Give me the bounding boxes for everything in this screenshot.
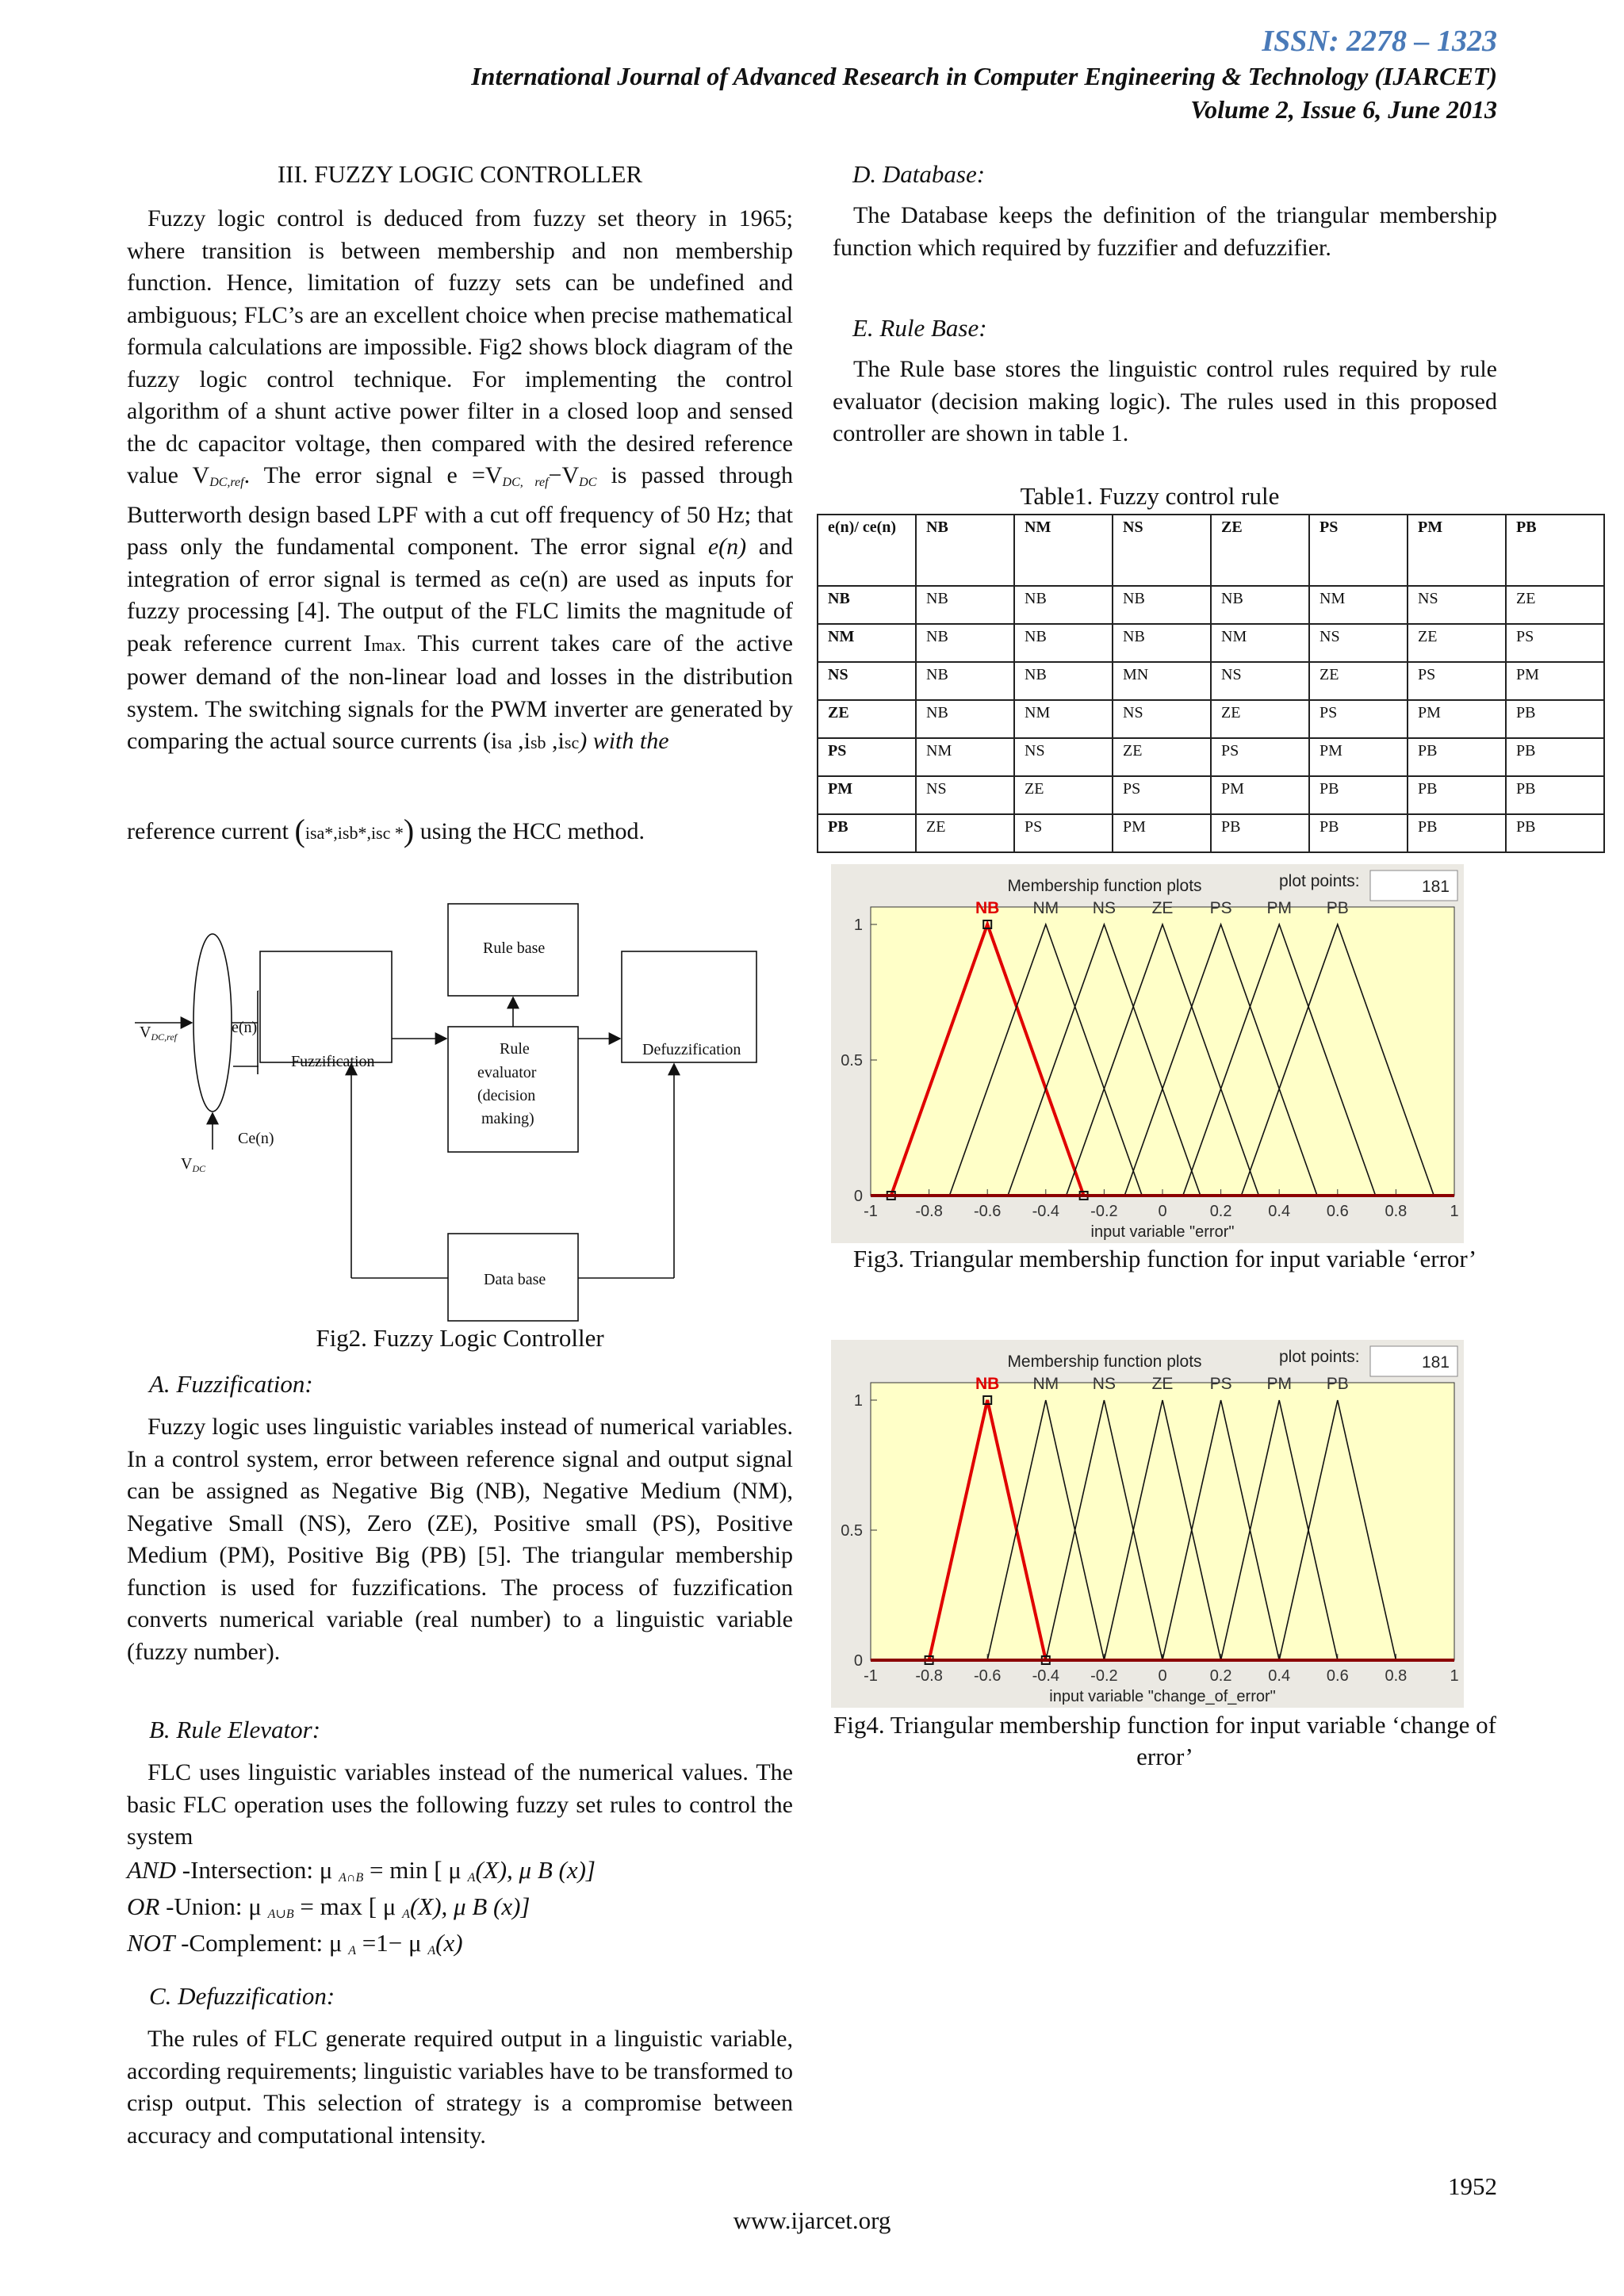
x-tick-label: 1 (1450, 1667, 1459, 1685)
plot-points-value: 181 (1421, 878, 1450, 896)
fuzzification-heading: A. Fuzzification: (149, 1370, 313, 1398)
table-corner-cell: e(n)/ ce(n) (818, 515, 916, 586)
series-ze-label: ZE (1151, 899, 1174, 917)
x-tick-label: -0.6 (973, 1203, 1002, 1220)
row-header: PM (818, 776, 916, 814)
rule-base-text: The Rule base stores the linguistic control rules required by rule evaluator (decision making logic). The rules used in this proposed controller are shown in table 1. (833, 356, 1497, 446)
row-header: PB (818, 814, 916, 852)
row-header: NB (818, 586, 916, 624)
page-number: 1952 (1448, 2172, 1497, 2200)
series-ns-label: NS (1092, 899, 1116, 917)
table-cell: NB (916, 586, 1014, 624)
vdc-label: V (181, 1155, 193, 1173)
row-header: NM (818, 624, 916, 662)
x-tick-label: -1 (864, 1667, 878, 1685)
col-header: ZE (1211, 515, 1309, 586)
table-cell: NB (1211, 586, 1309, 624)
series-pb-label: PB (1326, 899, 1349, 917)
table-cell: NS (1113, 700, 1211, 738)
series-ps-label: PS (1209, 1375, 1232, 1393)
rule-elevator-text: FLC uses linguistic variables instead of the numerical values. The basic FLC operation uses the following fuzzy set rules to control the system (127, 1759, 793, 1850)
svg-text:VDC,ref: $V_{DC,ref}$ (140, 1024, 178, 1043)
y-tick-label: 1 (853, 1392, 863, 1410)
row-header: PS (818, 738, 916, 776)
rule-eval-label-4: making) (481, 1110, 534, 1127)
table-cell: PS (1113, 776, 1211, 814)
fig3-membership-chart (831, 864, 1464, 1243)
x-tick-label: 0.8 (1385, 1203, 1408, 1220)
table-cell: NB (916, 624, 1014, 662)
x-axis-label: input variable "error" (1090, 1223, 1235, 1241)
x-tick-label: -0.4 (1032, 1203, 1060, 1220)
x-tick-label: -0.8 (915, 1203, 943, 1220)
fuzzification-box (260, 951, 392, 1062)
cen-label: Ce(n) (238, 1130, 274, 1147)
table-cell: NS (916, 776, 1014, 814)
table-cell: NS (1309, 624, 1408, 662)
col-header: PS (1309, 515, 1408, 586)
table-row (818, 662, 1604, 700)
table-cell: PB (1506, 814, 1604, 852)
defuzzification-label: Defuzzification (642, 1041, 741, 1058)
table-cell: ZE (1113, 738, 1211, 776)
x-tick-label: 0.2 (1209, 1203, 1232, 1220)
defuzzification-heading: C. Defuzzification: (149, 1982, 335, 2010)
series-pm-label: PM (1266, 899, 1292, 917)
intro-last-line: reference current (isa*,isb*,isc *) using the HCC method. (127, 813, 645, 848)
row-header: ZE (818, 700, 916, 738)
plot-area (871, 907, 1454, 1196)
series-nm-label: NM (1032, 1375, 1059, 1393)
col-header: NS (1113, 515, 1211, 586)
table-row (818, 814, 1604, 852)
database-text: The Database keeps the definition of the triangular membership function which required by fuzzifier and defuzzifier. (833, 202, 1497, 261)
x-tick-label: -0.2 (1090, 1203, 1118, 1220)
table-cell: NB (1014, 586, 1113, 624)
table-cell: PB (1408, 776, 1506, 814)
col-header: NM (1014, 515, 1113, 586)
table-cell: PB (1211, 814, 1309, 852)
x-axis-label: input variable "change_of_error" (1049, 1688, 1276, 1705)
y-tick-label: 0.5 (841, 1522, 863, 1540)
table-cell: PB (1506, 700, 1604, 738)
table-row (818, 586, 1604, 624)
series-ps-label: PS (1209, 899, 1232, 917)
x-tick-label: 0.4 (1268, 1203, 1291, 1220)
series-ze-label: ZE (1151, 1375, 1174, 1393)
svg-text:VDC: $V_{DC}$ (181, 1155, 206, 1174)
y-tick-label: 0 (853, 1652, 863, 1670)
table-cell: NB (1113, 586, 1211, 624)
website: www.ijarcet.org (733, 2206, 891, 2234)
x-tick-label: -0.4 (1032, 1667, 1060, 1685)
table-cell: NB (916, 700, 1014, 738)
table-cell: NS (1408, 586, 1506, 624)
series-nb-label: NB (975, 899, 1000, 917)
or-formula: OR -Union: μ $_{A\cup B}$ = max [ μ $_A$(X), μ B (x)] (127, 1892, 530, 1921)
table-row (818, 700, 1604, 738)
table-cell: PS (1309, 700, 1408, 738)
volume-info: Volume 2, Issue 6, June 2013 (1190, 95, 1497, 124)
database-heading: D. Database: (852, 160, 986, 188)
table-header-row (818, 515, 1604, 586)
table-cell: PM (1506, 662, 1604, 700)
journal-title: International Journal of Advanced Research in Computer Engineering & Technology (IJARCET) (471, 62, 1497, 90)
not-formula: NOT -Complement: μ $_A$ =1− μ $_A$(x) (127, 1929, 463, 1957)
fig4-caption: Fig4. Triangular membership function for input variable ‘change of error’ (833, 1711, 1496, 1770)
rule-eval-label-3: (decision (477, 1087, 536, 1104)
series-pb-label: PB (1326, 1375, 1349, 1393)
table-cell: PS (1211, 738, 1309, 776)
table-cell: ZE (1506, 586, 1604, 624)
and-formula: AND -Intersection: μ $_{A\cap B}$ = min [ μ $_A$(X), μ B (x)] (127, 1856, 596, 1885)
vdcref-label: V (140, 1024, 151, 1041)
table-cell: PM (1113, 814, 1211, 852)
y-tick-label: 0 (853, 1188, 863, 1205)
table-cell: NM (1014, 700, 1113, 738)
table-cell: PM (1408, 700, 1506, 738)
table-row (818, 624, 1604, 662)
table-cell: PB (1309, 814, 1408, 852)
chart-title: Membership function plots (1007, 877, 1202, 895)
table-cell: ZE (1211, 700, 1309, 738)
y-tick-label: 0.5 (841, 1052, 863, 1070)
table-row (818, 776, 1604, 814)
series-ns-label: NS (1092, 1375, 1116, 1393)
fig4-membership-chart (831, 1340, 1464, 1708)
table-cell: NB (1113, 624, 1211, 662)
x-tick-label: 0.6 (1326, 1667, 1349, 1685)
plot-area (871, 1383, 1454, 1660)
table1-caption: Table1. Fuzzy control rule (1020, 482, 1280, 510)
summing-junction (193, 934, 232, 1112)
table-row (818, 738, 1604, 776)
table-cell: PB (1506, 776, 1604, 814)
plot-points-label: plot points: (1279, 872, 1360, 890)
x-tick-label: -0.2 (1090, 1667, 1118, 1685)
section-title: III. FUZZY LOGIC CONTROLLER (277, 160, 643, 188)
en-label: e(n) (232, 1019, 258, 1036)
table-cell: PM (1309, 738, 1408, 776)
x-tick-label: 0.4 (1268, 1667, 1291, 1685)
col-header: NB (916, 515, 1014, 586)
issn: ISSN: 2278 – 1323 (1262, 25, 1497, 58)
intro-paragraph: Fuzzy logic control is deduced from fuzzy set theory in 1965; where transition is between membership and non membership function. Hence, limitation of fuzzy sets can be undefined and ambiguous; FLC’s are an excellent choice when precise mathematical formula calculations are impossible. Fig2 shows block diagram of the fuzzy logic control technique. For implementing the control algorithm of a shunt active power filter in a closed loop and sensed the dc capacitor voltage, then compared with the desired reference value $V_{DC,ref}$. The error signal $e =V_{DC, ref}-V_{DC}$ is passed through Butterworth design based LPF with a cut off frequency of 50 Hz; that pass only the fundamental component. The error signal e(n) and integration of error signal is termed as ce(n) are used as inputs for fuzzy processing [4]. The output of the FLC limits the magnitude of peak reference current Imax. This current takes care of the active power demand of the non-linear load and losses in the distribution system. The switching signals for the PWM inverter are generated by comparing the actual source currents (isa ,isb ,isc) with the (127, 205, 793, 754)
x-tick-label: 0.2 (1209, 1667, 1232, 1685)
fuzzy-rule-table (817, 514, 1605, 853)
plot-points-label: plot points: (1279, 1348, 1360, 1366)
x-tick-label: 0.8 (1385, 1667, 1408, 1685)
table-cell: ZE (916, 814, 1014, 852)
table-cell: NM (916, 738, 1014, 776)
x-tick-label: -0.8 (915, 1667, 943, 1685)
chart-title: Membership function plots (1007, 1353, 1202, 1371)
row-header: NS (818, 662, 916, 700)
fig2-caption: Fig2. Fuzzy Logic Controller (316, 1324, 604, 1352)
fig3-caption: Fig3. Triangular membership function for input variable ‘error’ (852, 1245, 1477, 1272)
y-tick-label: 1 (853, 916, 863, 934)
fig2-block-diagram (127, 888, 793, 1324)
x-tick-label: 0 (1158, 1203, 1167, 1220)
series-pm-label: PM (1266, 1375, 1292, 1393)
fuzzification-text: Fuzzy logic uses linguistic variables instead of numerical variables. In a control system, error between reference signal and output signal can be assigned as Negative Big (NB), Negative Medium (NM), Negative Small (NS), Zero (ZE), Positive small (PS), Positive Medium (PM), Positive Big (PB) [5]. The triangular membership function is used for fuzzifications. The process of fuzzification converts numerical variable (real number) to a linguistic variable (fuzzy number). (127, 1414, 793, 1665)
plot-points-value: 181 (1421, 1353, 1450, 1372)
x-tick-label: 1 (1450, 1203, 1459, 1220)
x-tick-label: 0 (1158, 1667, 1167, 1685)
x-tick-label: -0.6 (973, 1667, 1002, 1685)
table-cell: PS (1506, 624, 1604, 662)
data-base-label: Data base (484, 1271, 546, 1288)
table-cell: NB (1014, 662, 1113, 700)
rule-base-heading: E. Rule Base: (852, 314, 987, 342)
table-cell: PM (1211, 776, 1309, 814)
rule-base-label: Rule base (483, 939, 546, 957)
col-header: PB (1506, 515, 1604, 586)
x-tick-label: 0.6 (1326, 1203, 1349, 1220)
rule-eval-label-1: Rule (500, 1040, 530, 1058)
table-cell: NB (916, 662, 1014, 700)
rule-eval-label-2: evaluator (477, 1064, 537, 1081)
table-cell: PS (1408, 662, 1506, 700)
table-cell: PB (1309, 776, 1408, 814)
table-cell: PB (1506, 738, 1604, 776)
table-cell: PB (1408, 738, 1506, 776)
defuzzification-text: The rules of FLC generate required output in a linguistic variable, according requirements; linguistic variables have to be transformed to crisp output. This selection of strategy is a compromise between accuracy and computational intensity. (127, 2026, 793, 2149)
series-nb-label: NB (975, 1375, 1000, 1393)
x-tick-label: -1 (864, 1203, 878, 1220)
table-cell: NS (1014, 738, 1113, 776)
table-cell: ZE (1014, 776, 1113, 814)
table-cell: NS (1211, 662, 1309, 700)
table-cell: NM (1211, 624, 1309, 662)
fuzzification-label: Fuzzification (291, 1053, 375, 1070)
table-cell: PB (1408, 814, 1506, 852)
table-cell: NM (1309, 586, 1408, 624)
table-cell: MN (1113, 662, 1211, 700)
table-cell: ZE (1408, 624, 1506, 662)
table-cell: NB (1014, 624, 1113, 662)
series-nm-label: NM (1032, 899, 1059, 917)
table-cell: PS (1014, 814, 1113, 852)
col-header: PM (1408, 515, 1506, 586)
rule-elevator-heading: B. Rule Elevator: (149, 1716, 321, 1743)
table-cell: ZE (1309, 662, 1408, 700)
